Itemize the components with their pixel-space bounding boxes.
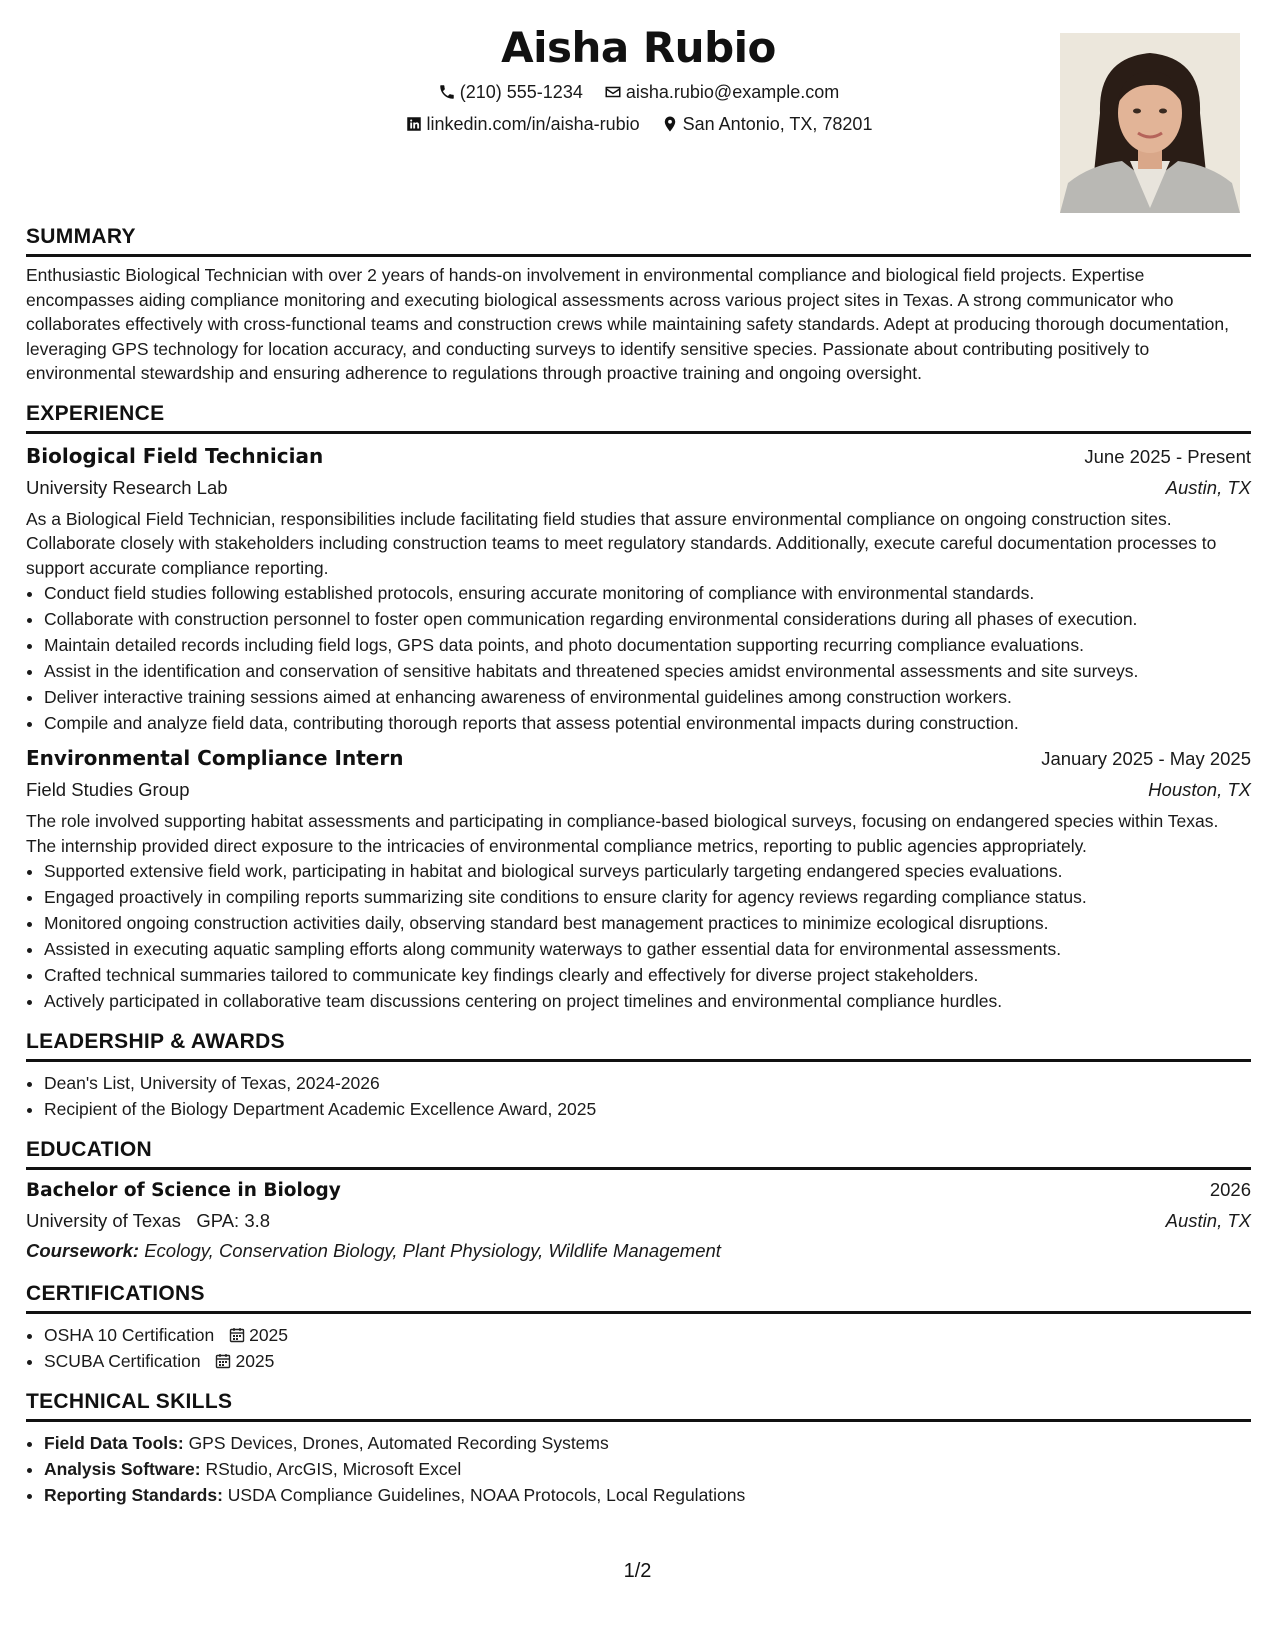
list-item (44, 1348, 1251, 1374)
location-contact (661, 111, 873, 137)
linkedin-text[interactable]: linkedin.com/in/aisha-rubio (426, 114, 640, 134)
awards-section (26, 1028, 1251, 1122)
job-location: Austin, TX (1165, 476, 1251, 498)
page-number: 1/2 (623, 1560, 652, 1582)
list-item: • Recipient of the Biology Department Academic Excellence Award, 2025 (44, 1096, 1251, 1122)
skill-value: GPS Devices, Drones, Automated Recording Systems (188, 1433, 609, 1453)
list-item: • Supported extensive field work, participating in habitat and biological surveys particularly targeting endangered species evaluations. (44, 858, 1251, 884)
candidate-name: Aisha Rubio (501, 23, 776, 72)
section-title-awards: LEADERSHIP & AWARDS (26, 1028, 1251, 1062)
envelope-icon (604, 83, 622, 101)
list-item: • Monitored ongoing construction activities daily, observing standard best management practices to minimize ecological disruptions. (44, 910, 1251, 936)
certification-year: 2025 (235, 1351, 275, 1371)
skill-value: RStudio, ArcGIS, Microsoft Excel (205, 1459, 462, 1479)
job-bullets (26, 580, 1251, 736)
map-pin-icon (661, 115, 679, 133)
section-title-skills: TECHNICAL SKILLS (26, 1388, 1251, 1422)
phone-icon (438, 83, 456, 101)
list-item: • Crafted technical summaries tailored to communicate key findings clearly and effectively for diverse project stakeholders. (44, 962, 1251, 988)
skill-label: Field Data Tools: (44, 1433, 184, 1453)
job-dates: January 2025 - May 2025 (1041, 748, 1251, 769)
education-section (26, 1136, 1251, 1266)
list-item (44, 1482, 1251, 1508)
certification-name: OSHA 10 Certification (44, 1325, 215, 1345)
job-dates: June 2025 - Present (1084, 445, 1251, 467)
school-info (26, 1206, 270, 1236)
summary-text: Enthusiastic Biological Technician with over 2 years of hands-on involvement in environmental compliance and biological field projects. Expertise encompasses aiding compliance monitoring and executing biological assessments across various project sites in Texas. A strong communicator who collaborates effectively with cross-functional teams and construction crews while maintaining safety standards. Adept at producing thorough documentation, leveraging GPS technology for location accuracy, and conducting surveys to identify sensitive species. Passionate about contributing positively to environmental stewardship and ensuring adherence to regulations through proactive training and ongoing oversight. (26, 265, 1229, 383)
list-item (44, 1322, 1251, 1348)
skills-list (26, 1430, 1251, 1508)
summary-section (26, 223, 1251, 386)
school-location: Austin, TX (1165, 1210, 1251, 1231)
school-name: University of Texas (26, 1210, 181, 1231)
certifications-list (26, 1322, 1251, 1374)
portrait-image (1060, 33, 1240, 213)
job-description: As a Biological Field Technician, responsibilities include facilitating field studies that assure environmental compliance on ongoing construction sites. Collaborate closely with stakeholders including construction teams to meet regulatory standards. Additionally, execute careful documentation processes to support accurate compliance reporting. (26, 508, 1217, 578)
coursework-label: Coursework: (26, 1240, 140, 1261)
graduation-year: 2026 (1209, 1179, 1251, 1200)
list-item (44, 1430, 1251, 1456)
job-organization: University Research Lab (26, 476, 228, 498)
skill-label: Reporting Standards: (44, 1485, 223, 1505)
list-item: • Collaborate with construction personnel to foster open communication regarding environmental considerations during all phases of execution. (44, 606, 1251, 632)
coursework-list: Ecology, Conservation Biology, Plant Physiology, Wildlife Management (144, 1240, 721, 1261)
certifications-section (26, 1280, 1251, 1374)
list-item: • Deliver interactive training sessions aimed at enhancing awareness of environmental guidelines among construction workers. (44, 684, 1251, 710)
job-entry (26, 440, 1251, 737)
job-title: Environmental Compliance Intern (26, 746, 404, 770)
list-item: • Assisted in executing aquatic sampling efforts along community waterways to gather essential data for environmental assessments. (44, 936, 1251, 962)
skills-section (26, 1388, 1251, 1508)
list-item: • Compile and analyze field data, contributing thorough reports that assess potential environmental impacts during construction. (44, 710, 1251, 736)
degree-title: Bachelor of Science in Biology (26, 1180, 341, 1201)
coursework (26, 1236, 1251, 1266)
job-organization: Field Studies Group (26, 779, 190, 800)
section-title-education: EDUCATION (26, 1136, 1251, 1170)
phone-contact (438, 79, 583, 105)
job-title: Biological Field Technician (26, 443, 324, 468)
section-title-certifications: CERTIFICATIONS (26, 1280, 1251, 1314)
gpa: GPA: 3.8 (196, 1210, 271, 1231)
profile-photo (1060, 33, 1240, 213)
linkedin-contact[interactable] (405, 111, 640, 137)
list-item: • Engaged proactively in compiling reports summarizing site conditions to ensure clarity for agency reviews regarding compliance status. (44, 884, 1251, 910)
list-item: • Conduct field studies following established protocols, ensuring accurate monitoring of compliance with environmental standards. (44, 580, 1251, 606)
list-item: • Dean's List, University of Texas, 2024-2026 (44, 1070, 1251, 1096)
email-text[interactable]: aisha.rubio@example.com (625, 82, 840, 102)
section-title-summary: SUMMARY (26, 223, 1251, 257)
list-item (44, 1456, 1251, 1482)
linkedin-icon (405, 115, 423, 133)
certification-year: 2025 (249, 1325, 289, 1345)
phone-text: (210) 555-1234 (459, 82, 583, 102)
calendar-icon (215, 1353, 231, 1369)
section-title-experience: EXPERIENCE (26, 400, 1251, 434)
job-entry (26, 742, 1251, 1014)
job-location: Houston, TX (1148, 779, 1251, 800)
skill-value: USDA Compliance Guidelines, NOAA Protocols, Local Regulations (227, 1485, 746, 1505)
resume-page (26, 20, 1251, 1508)
email-contact[interactable] (604, 79, 839, 105)
location-text: San Antonio, TX, 78201 (682, 114, 873, 134)
skill-label: Analysis Software: (44, 1459, 201, 1479)
calendar-icon (229, 1327, 245, 1343)
list-item: • Maintain detailed records including field logs, GPS data points, and photo documentation supporting recurring compliance evaluations. (44, 632, 1251, 658)
job-description: The role involved supporting habitat assessments and participating in compliance-based biological surveys, focusing on endangered species within Texas. The internship provided direct exposure to the intricacies of environmental compliance metrics, reporting to public agencies appropriately. (26, 811, 1219, 856)
list-item: • Assist in the identification and conservation of sensitive habitats and threatened species amidst environmental assessments and site surveys. (44, 658, 1251, 684)
job-bullets (26, 858, 1251, 1014)
awards-list (26, 1070, 1251, 1122)
certification-name: SCUBA Certification (44, 1351, 201, 1371)
resume-header (26, 20, 1251, 215)
list-item: • Actively participated in collaborative team discussions centering on project timelines and environmental compliance hurdles. (44, 988, 1251, 1014)
experience-section (26, 400, 1251, 1015)
